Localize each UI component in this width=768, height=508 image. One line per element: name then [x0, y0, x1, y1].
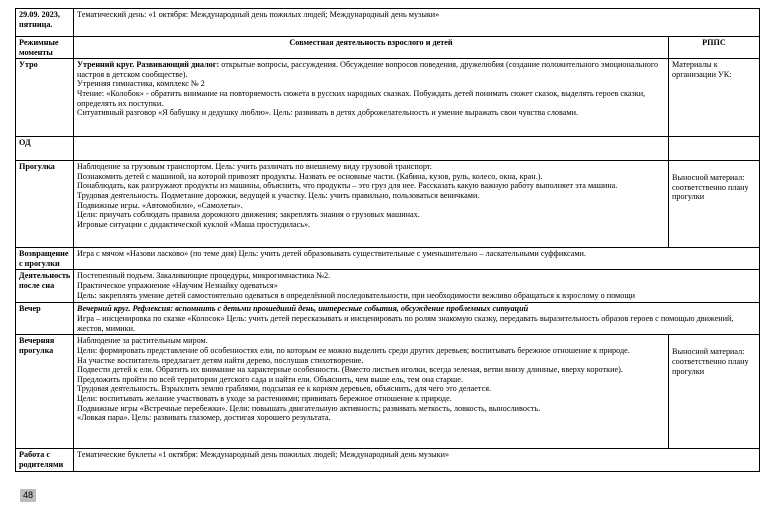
column-rpps: РППС	[669, 37, 760, 59]
row-return	[16, 248, 760, 270]
morning-line: Утренняя гимнастика, комплекс № 2	[77, 79, 205, 89]
evening-walk-line: Трудовая деятельность. Взрыхлить землю граблями, подсыпая ее к корням деревьев, объяснить, для чего это делается.	[77, 384, 492, 394]
walk-line: Цели: приучать соблюдать правила дорожного движения; закреплять знания о грузовых машинах.	[77, 210, 420, 220]
row-after-sleep	[16, 270, 760, 303]
od-label: ОД	[16, 137, 74, 161]
walk-rpps: Выносной материал: соответственно плану прогулки	[669, 161, 760, 248]
walk-line: Подвижные игры. «Автомобили», «Самолеты».	[77, 200, 243, 210]
walk-line: Игровые ситуации с дидактической куклой «Маша простудилась».	[77, 219, 311, 229]
walk-label: Прогулка	[16, 161, 74, 248]
parents-content: Тематические буклеты «1 октября: Международный день пожилых людей; Международный день музыки»	[74, 449, 760, 471]
walk-line: Познакомить детей с машиной, на которой привозят продукты. Назвать ее основные части. (Кабина, кузов, руль, колесо, окна, кран.).	[77, 171, 543, 181]
od-rpps	[669, 137, 760, 161]
evening-walk-line: Наблюдение за растительным миром.	[77, 336, 208, 346]
return-content: Игра с мячом «Назови ласково» (по теме дня) Цель: учить детей образовывать существительные с уменьшительно – ласкательными суффиксами.	[74, 248, 760, 270]
morning-title: Утренний круг. Развивающий диалог:	[77, 60, 220, 70]
after-sleep-line: Постепенный подъем. Закаливающие процедуры, микрогимнастика №2.	[77, 271, 331, 281]
od-content	[74, 137, 669, 161]
walk-line: Понаблюдать, как разгружают продукты из машины, объяснить, что продукты – это груз для нее. Рассказать какую важную работу выполняет эта машина.	[77, 181, 618, 191]
after-sleep-content	[74, 270, 760, 303]
evening-walk-rpps: Выносной материал: соответственно плану прогулки	[669, 335, 760, 449]
evening-walk-line: «Ловкая пара». Цель: развивать глазомер, достигая хорошего результата.	[77, 413, 331, 423]
walk-line: Наблюдение за грузовым транспортом. Цель: учить различать по внешнему виду грузовой транспорт.	[77, 162, 432, 172]
evening-line: Игра – инсценировка по сказке «Колосок» Цель: учить детей пересказывать и инсценировать по ролям знакомую сказку, передавать выразительность образов героев с помощью движений, жестов, мимики.	[77, 313, 734, 333]
morning-rpps: Материалы к организации УК:	[669, 59, 760, 137]
evening-title: Вечерний круг. Рефлексия: вспомнить с детьми прошедший день, интересные события, обсуждение проблемных ситуаций	[77, 304, 529, 314]
evening-walk-line: На участке воспитатель предлагает детям найти дерево, послушав стихотворение.	[77, 355, 364, 365]
after-sleep-line: Цель: закреплять умение детей самостоятельно одеваться в определённой последовательности, при необходимости вежливо обращаться к взрослому о помощи	[77, 290, 636, 300]
header-row	[16, 9, 760, 37]
date-cell: 29.09. 2023, пятница.	[16, 9, 74, 37]
row-evening-walk	[16, 335, 760, 449]
morning-label: Утро	[16, 59, 74, 137]
row-od	[16, 137, 760, 161]
after-sleep-label: Деятельность после сна	[16, 270, 74, 303]
morning-line: Чтение: «Колобок» - обратить внимание на повторяемость сюжета в русских народных сказках. Побуждать детей понимать сюжет сказок, выделять героев сказки, определять их поступки.	[77, 88, 646, 108]
evening-walk-label: Вечерняя прогулка	[16, 335, 74, 449]
row-walk	[16, 161, 760, 248]
evening-walk-line: Цели: формировать представление об особенностях ели, по которым ее можно выделить среди других деревьев; воспитывать бережное отношение к природе.	[77, 345, 630, 355]
evening-label: Вечер	[16, 303, 74, 335]
morning-title-rest: открытые вопросы, рассуждения. Обсуждение вопросов поведения, дружелюбия (создание положительного эмоционального настроя в детском сообществе).	[77, 60, 659, 79]
column-joint: Совместная деятельность взрослого и детей	[74, 37, 669, 59]
evening-content	[74, 303, 760, 335]
after-sleep-line: Практическое упражнение «Научим Незнайку одеваться»	[77, 280, 278, 290]
parents-label: Работа с родителями	[16, 449, 74, 471]
return-label: Возвращение с прогулки	[16, 248, 74, 270]
evening-walk-line: Подвести детей к ели. Обратить их внимание на характерные особенности. (Вместо листьев иголки, всегда зеленая, ветви внизу длинные, вверху короткие). Предложить пройти по всей территории детского сада и найти ели. Объяснить, чем выше ель, тем она старше.	[77, 365, 623, 384]
theme-cell: Тематический день: «1 октября: Международный день пожилых людей; Международный день музыки»	[74, 9, 760, 37]
evening-walk-content	[74, 335, 669, 449]
column-regime: Режимные моменты	[16, 37, 74, 59]
column-header-row	[16, 37, 760, 59]
page-number: 48	[20, 489, 36, 502]
evening-walk-line: Цели: воспитывать желание участвовать в уходе за растениями; прививать бережное отношение к природе.	[77, 393, 452, 403]
daily-plan-table	[15, 8, 760, 472]
morning-line: Ситуативный разговор «Я бабушку и дедушку люблю». Цель: развивать в детях доброжелательность и умение выражать свои чувства словами.	[77, 108, 579, 118]
morning-content	[74, 59, 669, 137]
row-morning	[16, 59, 760, 137]
evening-walk-line: Подвижные игры «Встречные перебежки». Цели: повышать двигательную активность; развивать меткость, ловкость, выносливость.	[77, 403, 541, 413]
walk-content	[74, 161, 669, 248]
row-parents	[16, 449, 760, 471]
row-evening	[16, 303, 760, 335]
walk-line: Трудовая деятельность. Подметание дорожки, ведущей к участку. Цель: учить правильно, пользоваться веничками.	[77, 190, 480, 200]
